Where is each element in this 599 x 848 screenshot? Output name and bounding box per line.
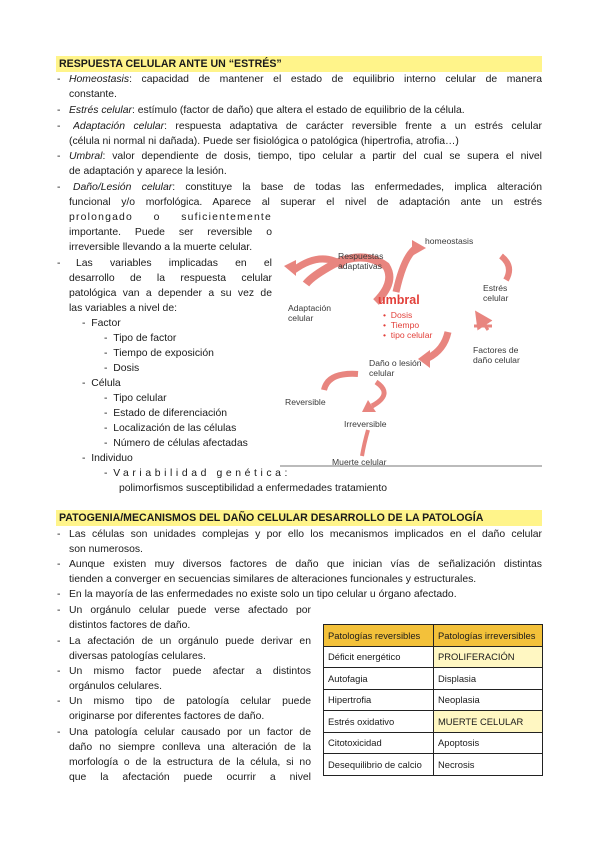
pathology-table [323, 624, 543, 776]
table-cell: MUERTE CELULAR [434, 711, 543, 733]
dano-line-1: Daño/Lesión celular: constituye la base de todas las enfermedades, implica alteración [73, 182, 542, 193]
variables-line-2: desarrollo de la respuesta celular [69, 273, 272, 284]
patogenia-line: distintos factores de daño. [69, 620, 191, 631]
arrow-head [412, 240, 426, 256]
patogenia-line: diversas patologías celulares. [69, 651, 206, 662]
celula-item: - Estado de diferenciación [104, 408, 228, 419]
table-cell: Citotoxicidad [324, 732, 434, 754]
diagram-label-factores: Factores de daño celular [473, 345, 520, 365]
patogenia-line: Un mismo factor puede afectar a distintos [69, 666, 311, 677]
table-row [324, 711, 543, 733]
table-header-cell: Patologías irreversibles [434, 625, 543, 647]
diagram-label-reversible: Reversible [285, 397, 326, 407]
table-row [324, 689, 543, 711]
dano-line-2: funcional y/o morfológica. Aparece al superar el nivel de adaptación ante un estrés [69, 197, 542, 208]
table-row [324, 668, 543, 690]
variables-line-3: patológica van a depender a su vez de [69, 288, 272, 299]
table-cell: Estrés oxidativo [324, 711, 434, 733]
celula-item: - Localización de las células [104, 423, 237, 434]
table-cell: PROLIFERACIÓN [434, 646, 543, 668]
dano-line-3: prolongado o suficientemente [69, 212, 272, 223]
patogenia-line: morfología o de la estructura de la célula, si no [69, 757, 311, 768]
dano-line-4: importante. Puede ser reversible o [69, 227, 272, 238]
diagram-label-muerte: Muerte celular [332, 457, 387, 467]
individuo-item-cont: polimorfismos susceptibilidad a enfermedades tratamiento [119, 483, 387, 494]
table-cell: Desequilibrio de calcio [324, 754, 434, 776]
diagram-label-respuestas: Respuestas adaptativas [338, 251, 384, 271]
homeostasis-line-2: constante. [69, 89, 117, 100]
bullet-dash: - [57, 589, 61, 600]
arrow-head [284, 260, 296, 276]
level-factor: - Factor [82, 318, 121, 329]
adaptacion-line-2: (célula ni normal ni dañada). Puede ser fisiológica o patológica (hipertrofia, atrofia…) [69, 136, 459, 147]
table-cell: Necrosis [434, 754, 543, 776]
bullet-dash: - [57, 636, 61, 647]
bullet-dash: - [57, 605, 61, 616]
section-heading-respuesta: RESPUESTA CELULAR ANTE UN “ESTRÉS” [56, 56, 542, 72]
diagram-label-irreversible: Irreversible [344, 419, 387, 429]
patogenia-line: Las células son unidades complejas y por ello los mecanismos implicados en el daño celular [69, 529, 542, 540]
variables-line-4: las variables a nivel de: [69, 303, 178, 314]
patogenia-line: que la afectación puede ocurrir a nivel [69, 772, 311, 783]
table-row [324, 732, 543, 754]
factor-item: - Tiempo de exposición [104, 348, 214, 359]
celula-item: - Tipo celular [104, 393, 167, 404]
umbral-line-2: de adaptación y aparece la lesión. [69, 166, 227, 177]
adaptacion-line-1: Adaptación celular: respuesta adaptativa de carácter reversible frente a un estrés celular [73, 121, 542, 132]
table-cell: Displasia [434, 668, 543, 690]
variables-line-1: Las variables implicadas en el [76, 258, 272, 269]
dano-line-5: irreversible llevando a la muerte celular. [69, 242, 253, 253]
table-header-cell: Patologías reversibles [324, 625, 434, 647]
patogenia-line: Un orgánulo celular puede verse afectado por [69, 605, 311, 616]
patogenia-line: originarse por diferentes factores de daño. [69, 711, 265, 722]
table-row [324, 754, 543, 776]
umbral-line-1: Umbral: valor dependiente de dosis, tiempo, tipo celular a partir del cual se supera el nivel [69, 151, 542, 162]
arrow-to-irreversible [372, 382, 384, 406]
bullet-dash: - [57, 151, 61, 162]
factor-item: - Tipo de factor [104, 333, 177, 344]
estres-line: Estrés celular: estímulo (factor de daño) que altera el estado de equilibrio de la célula. [69, 105, 465, 116]
bullet-dash: - [57, 666, 61, 677]
table-cell: Neoplasia [434, 689, 543, 711]
bullet-dash: - [57, 696, 61, 707]
bullet-dash: - [57, 559, 61, 570]
patogenia-line: En la mayoría de las enfermedades no existe solo un tipo celular u órgano afectado. [69, 589, 457, 600]
diagram-label-homeostasis: homeostasis [425, 236, 474, 246]
table-cell: Autofagia [324, 668, 434, 690]
diagram-label-estres: Estrés celular [483, 283, 509, 303]
factor-item: - Dosis [104, 363, 140, 374]
table-cell: Déficit energético [324, 646, 434, 668]
diagram-label-dano: Daño o lesión celular [369, 358, 422, 378]
patogenia-line: La afectación de un orgánulo puede derivar en [69, 636, 311, 647]
bullet-dash: - [57, 727, 61, 738]
diagram-umbral-items: • Dosis • Tiempo • tipo celular [383, 310, 433, 340]
arrow-to-estres [501, 256, 509, 280]
bullet-dash: - [57, 529, 61, 540]
section-heading-patogenia: PATOGENIA/MECANISMOS DEL DAÑO CELULAR DESARROLLO DE LA PATOLOGÍA [56, 510, 542, 526]
patogenia-line: tienden a converger en secuencias similares de alteraciones funcionales y estructurales. [69, 574, 477, 585]
diagram-label-adaptacion: Adaptación celular [288, 303, 332, 323]
patogenia-line: daño no siempre conlleva una alteración de la [69, 742, 311, 753]
level-individuo: - Individuo [82, 453, 133, 464]
bullet-dash: - [57, 258, 61, 269]
homeostasis-line-1: Homeostasis: capacidad de mantener el estado de equilibrio interno celular de manera [69, 74, 542, 85]
level-celula: - Célula [82, 378, 121, 389]
patogenia-line: son numerosos. [69, 544, 143, 555]
bullet-dash: - [57, 74, 61, 85]
bullet-dash: - [57, 182, 61, 193]
bullet-dash: - [57, 105, 61, 116]
arrow-to-reversible [324, 374, 358, 390]
patogenia-line: Aunque existen muy diversos factores de daño que inician vías de señalización distintas [69, 559, 542, 570]
table-row [324, 646, 543, 668]
patogenia-line: orgánulos celulares. [69, 681, 162, 692]
table-cell: Apoptosis [434, 732, 543, 754]
table-header-row [324, 625, 543, 647]
diagram-label-umbral: umbral [378, 293, 420, 307]
celula-item: - Número de células afectadas [104, 438, 248, 449]
arrow-to-muerte [362, 430, 368, 456]
arrow-factores [480, 318, 488, 330]
bullet-dash: - [57, 121, 61, 132]
patogenia-line: Una patología celular causado por un factor de [69, 727, 311, 738]
individuo-item: - Variabilidad genética: [104, 468, 292, 479]
table-cell: Hipertrofia [324, 689, 434, 711]
patogenia-line: Un mismo tipo de patología celular puede [69, 696, 311, 707]
